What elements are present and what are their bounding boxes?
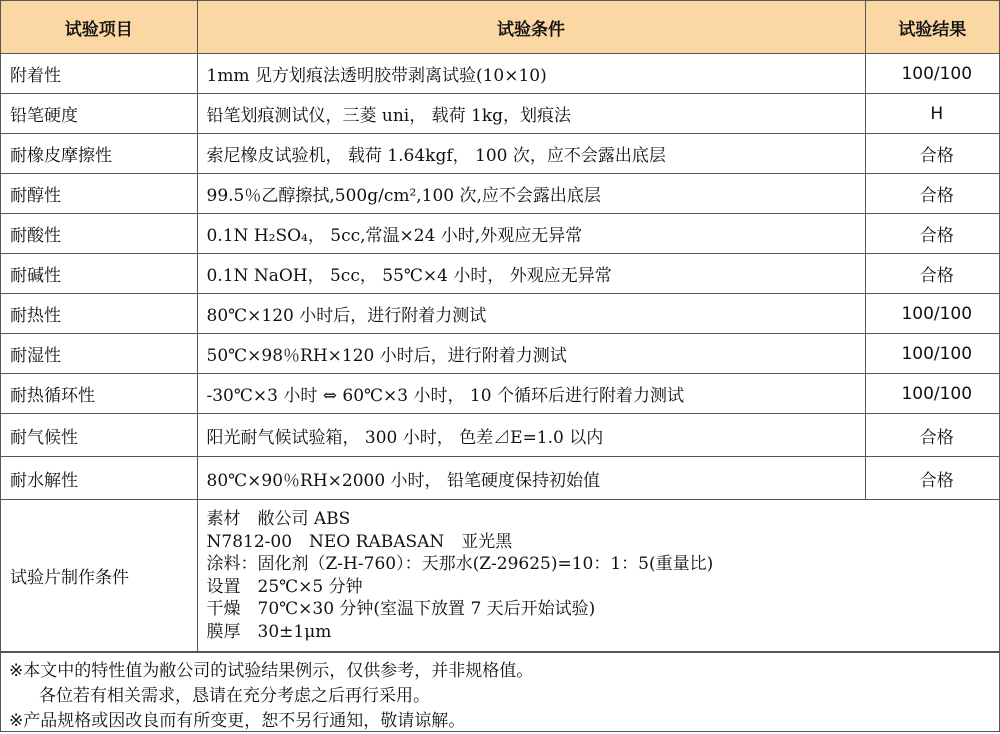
- row-item: 附着性: [1, 54, 197, 94]
- table-row: [1, 54, 999, 94]
- row-result: 合格: [865, 174, 999, 214]
- row-condition: 50℃×98％RH×120 小时后，进行附着力测试: [197, 334, 865, 374]
- table-row: [1, 374, 999, 414]
- row-result: 100/100: [865, 374, 999, 414]
- row-condition: 索尼橡皮试验机， 载荷 1.64kgf， 100 次，应不会露出底层: [197, 134, 865, 174]
- row-item: 铅笔硬度: [1, 94, 197, 134]
- note-spec-change: ※产品规格或因改良而有所变更，恕不另行通知，敬请谅解。: [9, 711, 466, 731]
- prep-line-film-thickness: 膜厚 30±1μm: [206, 621, 332, 642]
- note-consideration: 各位若有相关需求，恳请在充分考虑之后再行采用。: [39, 686, 430, 706]
- prep-details: [197, 500, 999, 652]
- row-result: 100/100: [865, 54, 999, 94]
- test-table: [1, 1, 999, 652]
- prep-item: 试验片制作条件: [1, 500, 197, 652]
- row-condition: 80℃×90％RH×2000 小时， 铅笔硬度保持初始值: [197, 457, 865, 500]
- row-item: 耐酸性: [1, 214, 197, 254]
- table-row: [1, 414, 999, 457]
- table-row: [1, 174, 999, 214]
- row-condition: 铅笔划痕测试仪，三菱 uni， 载荷 1kg，划痕法: [197, 94, 865, 134]
- row-item: 耐醇性: [1, 174, 197, 214]
- row-item: 耐热循环性: [1, 374, 197, 414]
- row-result: 100/100: [865, 294, 999, 334]
- prep-line-setting: 设置 25℃×5 分钟: [206, 576, 363, 597]
- header-test-result: 试验结果: [865, 1, 999, 54]
- footnotes: [1, 652, 999, 734]
- header-row: [1, 1, 999, 54]
- row-result: 合格: [865, 254, 999, 294]
- table-row: [1, 94, 999, 134]
- row-result: 合格: [865, 134, 999, 174]
- row-result: 合格: [865, 414, 999, 457]
- table-row: [1, 457, 999, 500]
- row-condition: 0.1N NaOH， 5cc， 55℃×4 小时， 外观应无异常: [197, 254, 865, 294]
- table-row: [1, 254, 999, 294]
- row-result: 100/100: [865, 334, 999, 374]
- table-row: [1, 294, 999, 334]
- row-item: 耐气候性: [1, 414, 197, 457]
- prep-line-drying: 干燥 70℃×30 分钟(室温下放置 7 天后开始试验): [206, 599, 596, 619]
- row-result: H: [865, 94, 999, 134]
- row-item: 耐湿性: [1, 334, 197, 374]
- row-item: 耐橡皮摩擦性: [1, 134, 197, 174]
- note-characteristic-values: ※本文中的特性值为敝公司的试验结果例示，仅供参考，并非规格值。: [9, 661, 534, 681]
- table-row: [1, 214, 999, 254]
- header-test-item: 试验项目: [1, 1, 197, 54]
- row-condition: 0.1N H₂SO₄， 5cc,常温×24 小时,外观应无异常: [197, 214, 865, 254]
- row-condition: 99.5％乙醇擦拭,500g/cm²,100 次,应不会露出底层: [197, 174, 865, 214]
- row-result: 合格: [865, 457, 999, 500]
- row-condition: -30℃×3 小时 ⇔ 60℃×3 小时， 10 个循环后进行附着力测试: [197, 374, 865, 414]
- table-row: [1, 334, 999, 374]
- row-condition: 80℃×120 小时后，进行附着力测试: [197, 294, 865, 334]
- prep-line-paint: 涂料：固化剂（Z-H-760）：天那水(Z-29625)=10：1：5(重量比): [206, 554, 714, 574]
- table-row: [1, 134, 999, 174]
- row-item: 耐水解性: [1, 457, 197, 500]
- header-test-condition: 试验条件: [197, 1, 865, 54]
- row-item: 耐碱性: [1, 254, 197, 294]
- row-condition: 阳光耐气候试验箱， 300 小时， 色差⊿E=1.0 以内: [197, 414, 865, 457]
- prep-conditions-row: [1, 500, 999, 652]
- row-condition: 1mm 见方划痕法透明胶带剥离试验(10×10): [197, 54, 865, 94]
- prep-line-material: 素材 敝公司 ABS: [206, 509, 351, 529]
- row-result: 合格: [865, 214, 999, 254]
- prep-line-grade: N7812-00 NEO RABASAN 亚光黑: [206, 531, 513, 552]
- row-item: 耐热性: [1, 294, 197, 334]
